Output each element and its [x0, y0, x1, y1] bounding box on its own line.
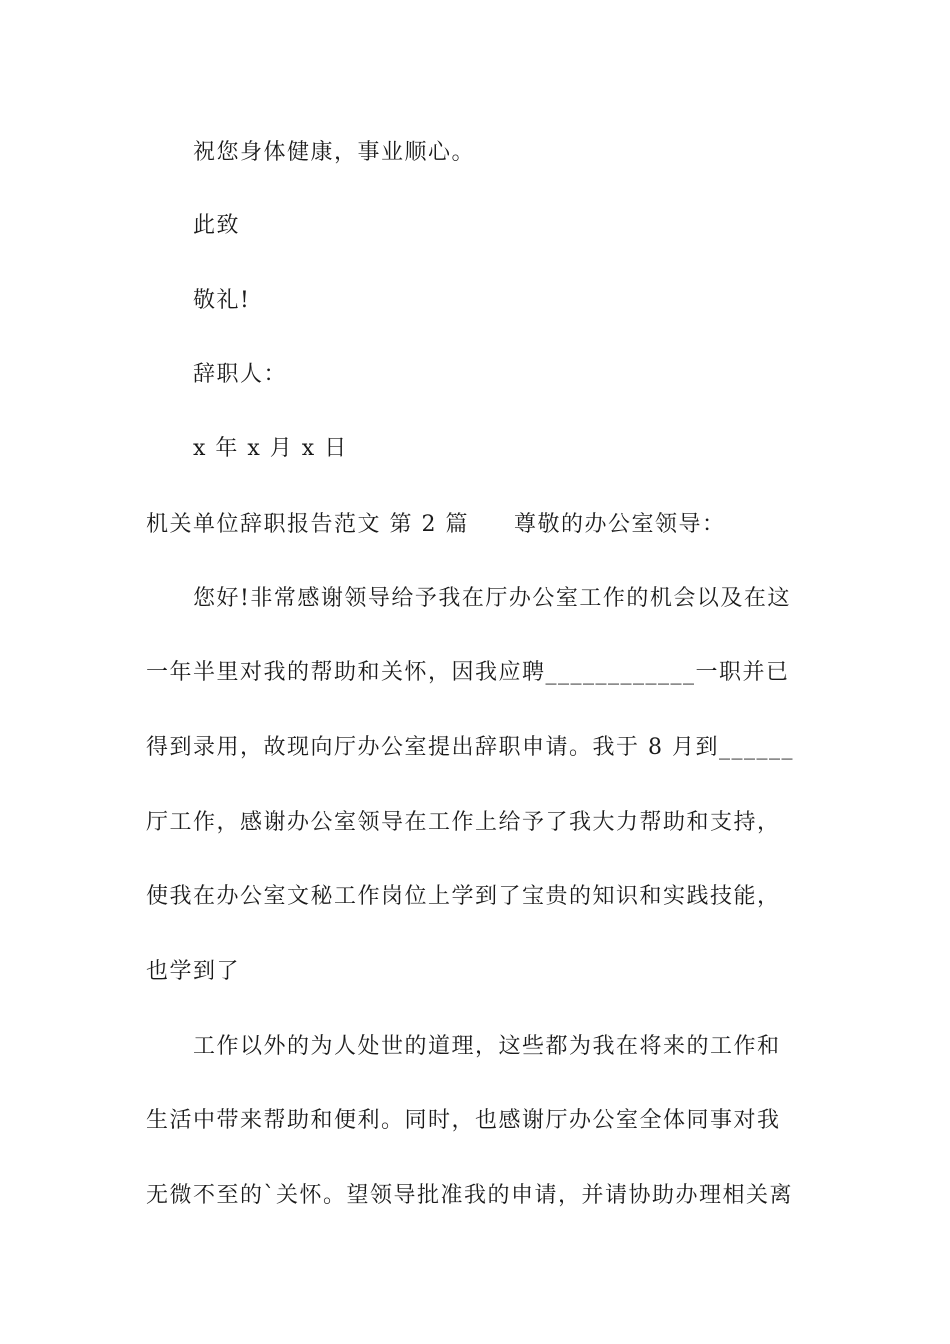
closing-salutation-2: 敬礼!: [193, 288, 251, 313]
body-line: 也学到了: [146, 959, 241, 984]
body-line: 使我在办公室文秘工作岗位上学到了宝贵的知识和实践技能，: [146, 884, 781, 909]
body-line: 您好!非常感谢领导给予我在厅办公室工作的机会以及在这: [193, 586, 791, 611]
closing-wish: 祝您身体健康，事业顺心。: [193, 140, 476, 165]
body-line: 厅工作，感谢办公室领导在工作上给予了我大力帮助和支持，: [146, 810, 781, 835]
body-line: 生活中带来帮助和便利。同时，也感谢厅办公室全体同事对我: [146, 1108, 781, 1133]
body-line: 一年半里对我的帮助和关怀，因我应聘____________一职并已: [146, 660, 790, 685]
body-line: 得到录用，故现向厅办公室提出辞职申请。我于 8 月到______: [146, 735, 794, 760]
section-greeting: 尊敬的办公室领导：: [514, 512, 726, 537]
body-line: 工作以外的为人处世的道理，这些都为我在将来的工作和: [193, 1034, 781, 1059]
closing-date: x 年 x 月 x 日: [193, 436, 348, 461]
closing-signer: 辞职人：: [193, 362, 288, 387]
closing-salutation-1: 此致: [193, 213, 241, 238]
section-title: 机关单位辞职报告范文 第 2 篇: [146, 512, 469, 537]
body-line: 无微不至的`关怀。望领导批准我的申请，并请协助办理相关离: [146, 1183, 794, 1208]
